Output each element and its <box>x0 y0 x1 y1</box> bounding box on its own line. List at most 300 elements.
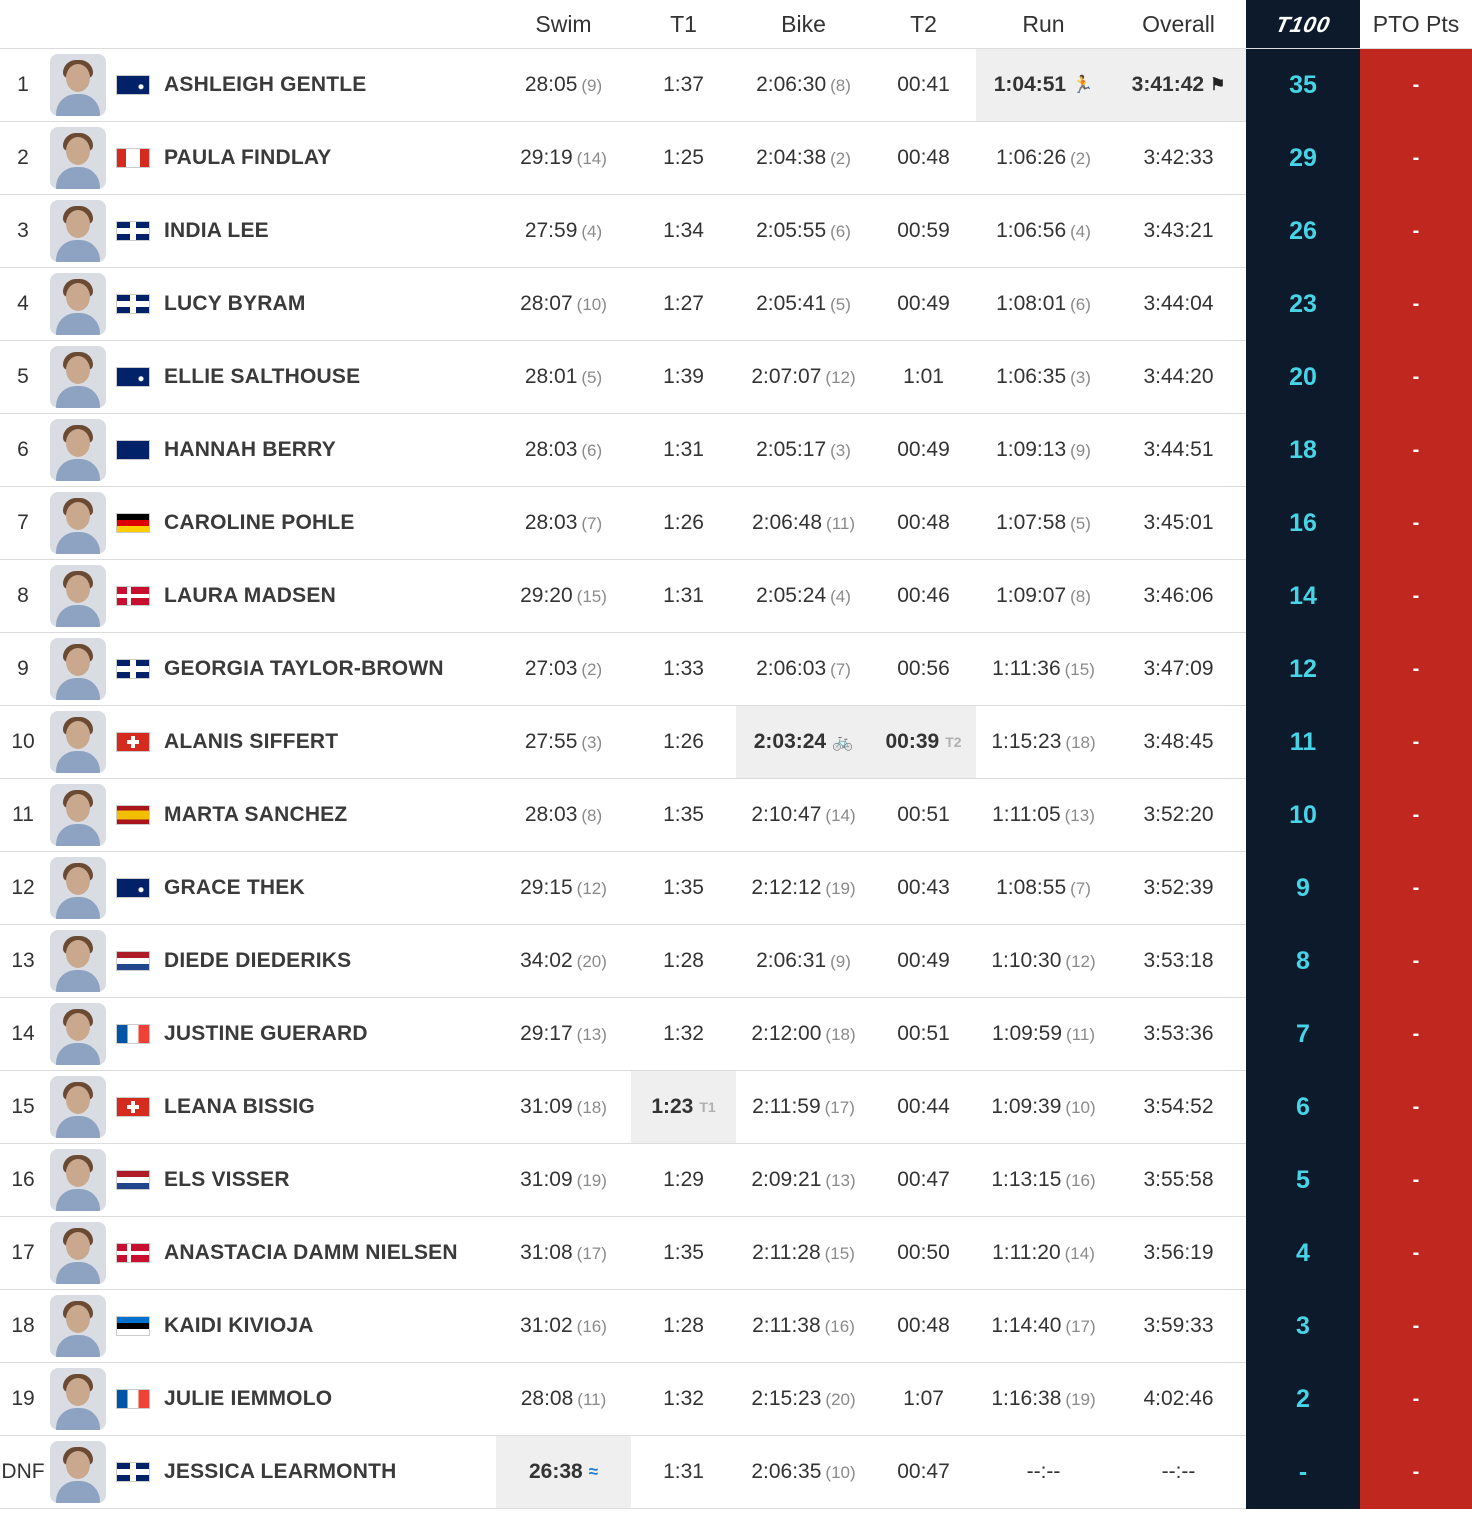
spain-flag-icon <box>116 805 150 825</box>
avatar-body <box>56 94 100 116</box>
bike-time: 2:11:28 <box>752 1241 821 1264</box>
athlete-name[interactable]: GRACE THEK <box>164 852 496 925</box>
canada-flag-icon <box>116 148 150 168</box>
run-time: 1:13:15 <box>991 1168 1062 1191</box>
t2-time-cell <box>871 487 976 560</box>
run-time-cell <box>976 560 1111 633</box>
rank-cell: 11 <box>0 779 46 852</box>
flag-cell <box>116 487 164 560</box>
athlete-name[interactable]: ANASTACIA DAMM NIELSEN <box>164 1217 496 1290</box>
pto-points: - <box>1360 122 1472 195</box>
avatar[interactable] <box>50 200 106 262</box>
t2-time: 00:39 <box>885 730 940 753</box>
bike-time-cell <box>736 706 871 779</box>
avatar-body <box>56 386 100 408</box>
athlete-name[interactable]: ELLIE SALTHOUSE <box>164 341 496 414</box>
t100-points: 5 <box>1246 1144 1360 1217</box>
t1-time: 1:34 <box>663 219 704 242</box>
athlete-name[interactable]: CAROLINE POHLE <box>164 487 496 560</box>
pto-points: - <box>1360 414 1472 487</box>
bike-time: 2:06:31 <box>756 949 827 972</box>
run-time-cell <box>976 706 1111 779</box>
bike-time-cell <box>736 122 871 195</box>
t2-time-cell <box>871 414 976 487</box>
table-row[interactable] <box>0 633 1472 706</box>
australia-flag-icon <box>116 75 150 95</box>
table-row[interactable] <box>0 998 1472 1071</box>
table-row[interactable] <box>0 487 1472 560</box>
flag-cell <box>116 633 164 706</box>
avatar-head <box>66 648 90 676</box>
run-time-cell <box>976 122 1111 195</box>
pto-points: - <box>1360 633 1472 706</box>
bike-split-rank: (6) <box>830 222 851 241</box>
bike-split-rank: (5) <box>830 295 851 314</box>
t1-time-cell <box>631 487 736 560</box>
t1-time: 1:33 <box>663 657 704 680</box>
run-time: 1:09:59 <box>991 1022 1063 1045</box>
swim-split-rank: (20) <box>576 952 607 971</box>
athlete-photo-cell <box>46 1217 116 1290</box>
run-time: 1:07:58 <box>996 511 1067 534</box>
t100-points: 10 <box>1246 779 1360 852</box>
bike-split-rank: (2) <box>830 149 851 168</box>
swim-split-rank: (19) <box>576 1171 607 1190</box>
flag-cell <box>116 1144 164 1217</box>
swim-split-rank: (12) <box>576 879 607 898</box>
france-flag-icon <box>116 1024 150 1044</box>
avatar[interactable] <box>50 419 106 481</box>
swim-time: 28:07 <box>520 292 573 315</box>
bike-split-rank: (7) <box>830 660 851 679</box>
t2-time: 00:51 <box>897 1022 950 1045</box>
netherlands-flag-icon <box>116 1170 150 1190</box>
t2-best-badge: T2 <box>945 734 962 751</box>
avatar-body <box>56 1481 100 1503</box>
t100-points: 4 <box>1246 1217 1360 1290</box>
swim-time: 29:19 <box>520 146 573 169</box>
bike-time-cell <box>736 1071 871 1144</box>
run-time: 1:09:07 <box>996 584 1067 607</box>
overall-time-cell <box>1111 852 1246 925</box>
table-row[interactable] <box>0 195 1472 268</box>
header-overall[interactable]: Overall <box>1111 0 1246 49</box>
athlete-name[interactable]: ALANIS SIFFERT <box>164 706 496 779</box>
header-photo <box>46 0 116 49</box>
table-row[interactable] <box>0 706 1472 779</box>
overall-time: 3:41:42 <box>1131 73 1205 96</box>
overall-time: 3:44:04 <box>1143 292 1214 315</box>
t1-time: 1:31 <box>663 438 704 461</box>
athlete-name[interactable]: DIEDE DIEDERIKS <box>164 925 496 998</box>
table-row[interactable] <box>0 1290 1472 1363</box>
table-row[interactable] <box>0 560 1472 633</box>
rank-cell: 7 <box>0 487 46 560</box>
swim-time-cell <box>496 414 631 487</box>
avatar[interactable] <box>50 1003 106 1065</box>
run-time-cell <box>976 195 1111 268</box>
header-pto-pts[interactable]: PTO Pts <box>1360 0 1472 49</box>
table-row[interactable] <box>0 852 1472 925</box>
header-swim[interactable]: Swim <box>496 0 631 49</box>
swim-time: 27:03 <box>524 657 578 680</box>
pto-points: - <box>1360 487 1472 560</box>
run-split-rank: (4) <box>1070 222 1091 241</box>
uk-flag-icon <box>116 659 150 679</box>
t2-time: 00:44 <box>897 1095 950 1118</box>
athlete-name[interactable]: INDIA LEE <box>164 195 496 268</box>
t1-time: 1:32 <box>663 1387 704 1410</box>
pto-points: - <box>1360 1144 1472 1217</box>
t1-time-cell <box>631 1217 736 1290</box>
swim-split-rank: (8) <box>581 806 603 825</box>
t1-best-badge: T1 <box>699 1099 716 1116</box>
table-row[interactable] <box>0 49 1472 122</box>
athlete-name[interactable]: LAURA MADSEN <box>164 560 496 633</box>
athlete-photo-cell <box>46 633 116 706</box>
athlete-name[interactable]: MARTA SANCHEZ <box>164 779 496 852</box>
run-time: 1:15:23 <box>991 730 1062 753</box>
athlete-name[interactable]: GEORGIA TAYLOR-BROWN <box>164 633 496 706</box>
athlete-name[interactable]: JULIE IEMMOLO <box>164 1363 496 1436</box>
avatar-body <box>56 1262 100 1284</box>
t1-time: 1:29 <box>663 1168 704 1191</box>
bike-time-cell <box>736 487 871 560</box>
overall-time: 3:44:20 <box>1143 365 1214 388</box>
avatar-head <box>66 1305 90 1333</box>
table-row[interactable] <box>0 341 1472 414</box>
avatar[interactable] <box>50 638 106 700</box>
bike-time-cell <box>736 925 871 998</box>
t1-time: 1:32 <box>663 1022 704 1045</box>
bike-split-rank: (8) <box>830 76 851 95</box>
pto-points: - <box>1360 925 1472 998</box>
flag-cell <box>116 49 164 122</box>
t2-time: 00:49 <box>897 292 950 315</box>
t1-time: 1:31 <box>663 1460 704 1483</box>
pto-points: - <box>1360 560 1472 633</box>
rank-cell: 10 <box>0 706 46 779</box>
avatar[interactable] <box>50 565 106 627</box>
avatar[interactable] <box>50 1076 106 1138</box>
swim-split-rank: (13) <box>576 1025 607 1044</box>
swim-time: 28:08 <box>520 1387 574 1410</box>
avatar[interactable] <box>50 346 106 408</box>
table-row[interactable] <box>0 1144 1472 1217</box>
header-t1[interactable]: T1 <box>631 0 736 49</box>
t2-time: 00:48 <box>897 1314 950 1337</box>
t1-time-cell <box>631 706 736 779</box>
bike-time-cell <box>736 49 871 122</box>
t1-time-cell <box>631 1436 736 1509</box>
table-row[interactable] <box>0 1436 1472 1509</box>
bike-time-cell <box>736 1144 871 1217</box>
pto-points: - <box>1360 779 1472 852</box>
swim-time-cell <box>496 633 631 706</box>
run-time-cell <box>976 1071 1111 1144</box>
overall-time: 4:02:46 <box>1143 1387 1214 1410</box>
athlete-name[interactable]: ASHLEIGH GENTLE <box>164 49 496 122</box>
bike-time: 2:06:03 <box>756 657 827 680</box>
flag-cell <box>116 122 164 195</box>
avatar-head <box>66 867 90 895</box>
overall-time-cell <box>1111 341 1246 414</box>
avatar-body <box>56 1408 100 1430</box>
avatar-body <box>56 1043 100 1065</box>
t1-time-cell <box>631 1144 736 1217</box>
avatar-head <box>66 502 90 530</box>
run-time: 1:08:01 <box>996 292 1067 315</box>
run-split-rank: (7) <box>1070 879 1091 898</box>
pto-points: - <box>1360 195 1472 268</box>
rank-cell: 15 <box>0 1071 46 1144</box>
table-row[interactable] <box>0 1071 1472 1144</box>
flag-cell <box>116 1436 164 1509</box>
rank-cell: 6 <box>0 414 46 487</box>
bike-time: 2:12:00 <box>751 1022 822 1045</box>
swim-time: 26:38 <box>528 1460 583 1483</box>
table-row[interactable] <box>0 414 1472 487</box>
t2-time: 00:59 <box>897 219 950 242</box>
athlete-photo-cell <box>46 1144 116 1217</box>
swim-time-cell <box>496 49 631 122</box>
overall-time: 3:53:36 <box>1143 1022 1214 1045</box>
avatar[interactable] <box>50 273 106 335</box>
denmark-flag-icon <box>116 1243 150 1263</box>
header-t100[interactable] <box>1246 0 1360 49</box>
avatar-body <box>56 1116 100 1138</box>
header-bike[interactable]: Bike <box>736 0 871 49</box>
rank-cell: 5 <box>0 341 46 414</box>
bike-split-rank: (13) <box>825 1171 856 1190</box>
athlete-photo-cell <box>46 195 116 268</box>
t1-time: 1:28 <box>663 1314 704 1337</box>
avatar[interactable] <box>50 857 106 919</box>
bike-time: 2:05:55 <box>756 219 827 242</box>
pto-points: - <box>1360 1071 1472 1144</box>
avatar[interactable] <box>50 784 106 846</box>
bike-time: 2:06:35 <box>751 1460 822 1483</box>
avatar[interactable] <box>50 127 106 189</box>
overall-time: --:-- <box>1161 1460 1196 1483</box>
t2-time: 00:47 <box>897 1460 950 1483</box>
run-time-cell <box>976 487 1111 560</box>
swim-time-cell <box>496 268 631 341</box>
bike-split-rank: (3) <box>830 441 851 460</box>
t100-points: 11 <box>1246 706 1360 779</box>
t2-time: 1:07 <box>903 1387 944 1410</box>
avatar-head <box>66 137 90 165</box>
table-row[interactable] <box>0 122 1472 195</box>
t2-time: 00:49 <box>897 949 950 972</box>
t1-time: 1:26 <box>663 511 704 534</box>
table-row[interactable] <box>0 268 1472 341</box>
swim-time-cell <box>496 341 631 414</box>
header-row <box>0 0 1472 49</box>
flag-cell <box>116 1071 164 1144</box>
run-split-rank: (15) <box>1064 660 1095 679</box>
overall-time: 3:45:01 <box>1143 511 1214 534</box>
avatar-body <box>56 751 100 773</box>
athlete-photo-cell <box>46 852 116 925</box>
overall-time: 3:43:21 <box>1143 219 1214 242</box>
t2-time-cell <box>871 779 976 852</box>
avatar[interactable] <box>50 930 106 992</box>
t100-logo: T100 <box>1273 11 1333 37</box>
swim-time-cell <box>496 1363 631 1436</box>
pto-points: - <box>1360 49 1472 122</box>
bike-time: 2:09:21 <box>751 1168 822 1191</box>
avatar[interactable] <box>50 1222 106 1284</box>
athlete-photo-cell <box>46 1436 116 1509</box>
t1-time-cell <box>631 560 736 633</box>
avatar[interactable] <box>50 54 106 116</box>
run-split-rank: (8) <box>1070 587 1091 606</box>
t1-time: 1:35 <box>663 803 704 826</box>
bike-time: 2:10:47 <box>751 803 822 826</box>
avatar[interactable] <box>50 1149 106 1211</box>
avatar-head <box>66 64 90 92</box>
swim-time: 28:03 <box>524 511 578 534</box>
t1-time-cell <box>631 268 736 341</box>
t100-points: 18 <box>1246 414 1360 487</box>
table-row[interactable] <box>0 1217 1472 1290</box>
flag-cell <box>116 268 164 341</box>
swim-time-cell <box>496 560 631 633</box>
avatar-body <box>56 678 100 700</box>
t1-time-cell <box>631 1071 736 1144</box>
overall-time-cell <box>1111 1217 1246 1290</box>
avatar-head <box>66 1451 90 1479</box>
run-split-rank: (2) <box>1070 149 1091 168</box>
bike-split-rank: (15) <box>824 1244 855 1263</box>
overall-time: 3:52:20 <box>1143 803 1214 826</box>
run-split-rank: (17) <box>1065 1317 1096 1336</box>
flag-cell <box>116 341 164 414</box>
bike-time: 2:15:23 <box>751 1387 822 1410</box>
header-run[interactable]: Run <box>976 0 1111 49</box>
t2-time-cell <box>871 1071 976 1144</box>
table-row[interactable] <box>0 925 1472 998</box>
athlete-name[interactable]: LEANA BISSIG <box>164 1071 496 1144</box>
avatar[interactable] <box>50 1368 106 1430</box>
t2-time-cell <box>871 633 976 706</box>
t1-time-cell <box>631 49 736 122</box>
pto-points: - <box>1360 852 1472 925</box>
t100-points: 9 <box>1246 852 1360 925</box>
denmark-flag-icon <box>116 586 150 606</box>
athlete-name[interactable]: ELS VISSER <box>164 1144 496 1217</box>
avatar-body <box>56 313 100 335</box>
overall-time: 3:54:52 <box>1143 1095 1214 1118</box>
netherlands-flag-icon <box>116 951 150 971</box>
run-split-rank: (10) <box>1065 1098 1096 1117</box>
bike-split-rank: (11) <box>826 514 856 533</box>
run-split-rank: (16) <box>1065 1171 1096 1190</box>
t2-time: 00:43 <box>897 876 950 899</box>
t2-time: 00:51 <box>897 803 950 826</box>
t2-time-cell <box>871 998 976 1071</box>
overall-time-cell <box>1111 706 1246 779</box>
rank-cell: 12 <box>0 852 46 925</box>
bike-time-cell <box>736 1290 871 1363</box>
athlete-photo-cell <box>46 998 116 1071</box>
avatar-body <box>56 1189 100 1211</box>
t1-time-cell <box>631 1363 736 1436</box>
t100-points: 3 <box>1246 1290 1360 1363</box>
run-time-cell <box>976 1144 1111 1217</box>
avatar-body <box>56 240 100 262</box>
overall-time-cell <box>1111 195 1246 268</box>
overall-time: 3:55:58 <box>1143 1168 1214 1191</box>
swim-time: 31:02 <box>520 1314 573 1337</box>
t2-time: 00:48 <box>897 146 950 169</box>
athlete-name[interactable]: HANNAH BERRY <box>164 414 496 487</box>
t2-time-cell <box>871 49 976 122</box>
germany-flag-icon <box>116 513 150 533</box>
bike-time-cell <box>736 779 871 852</box>
flag-cell <box>116 1217 164 1290</box>
run-split-rank: (11) <box>1066 1025 1096 1044</box>
bike-time: 2:03:24 <box>753 730 827 753</box>
athlete-name[interactable]: LUCY BYRAM <box>164 268 496 341</box>
t1-time-cell <box>631 998 736 1071</box>
athlete-name[interactable]: KAIDI KIVIOJA <box>164 1290 496 1363</box>
bike-time-cell <box>736 852 871 925</box>
flag-cell <box>116 1363 164 1436</box>
run-time: 1:11:05 <box>992 803 1061 826</box>
avatar-head <box>66 575 90 603</box>
header-rank <box>0 0 46 49</box>
bike-split-rank: (14) <box>825 806 856 825</box>
swim-time: 31:08 <box>520 1241 573 1264</box>
run-time: 1:06:26 <box>996 146 1067 169</box>
flag-cell <box>116 1290 164 1363</box>
avatar[interactable] <box>50 711 106 773</box>
t1-time: 1:31 <box>663 584 704 607</box>
bike-time-cell <box>736 560 871 633</box>
swim-time: 27:59 <box>524 219 578 242</box>
t1-time: 1:35 <box>663 876 704 899</box>
overall-time-cell <box>1111 925 1246 998</box>
t2-time-cell <box>871 1363 976 1436</box>
pto-points: - <box>1360 1363 1472 1436</box>
t1-time: 1:28 <box>663 949 704 972</box>
t100-points: 29 <box>1246 122 1360 195</box>
pto-points: - <box>1360 1290 1472 1363</box>
swim-time-cell <box>496 779 631 852</box>
table-row[interactable] <box>0 1363 1472 1436</box>
run-split-rank: (5) <box>1070 514 1091 533</box>
athlete-name[interactable]: JESSICA LEARMONTH <box>164 1436 496 1509</box>
bike-time: 2:11:59 <box>752 1095 821 1118</box>
athlete-name[interactable]: PAULA FINDLAY <box>164 122 496 195</box>
t100-points: 16 <box>1246 487 1360 560</box>
avatar[interactable] <box>50 1441 106 1503</box>
avatar-body <box>56 605 100 627</box>
overall-time-cell <box>1111 1363 1246 1436</box>
athlete-name[interactable]: JUSTINE GUERARD <box>164 998 496 1071</box>
swim-split-rank: (9) <box>581 76 603 95</box>
avatar[interactable] <box>50 1295 106 1357</box>
avatar[interactable] <box>50 492 106 554</box>
overall-time: 3:53:18 <box>1143 949 1214 972</box>
table-row[interactable] <box>0 779 1472 852</box>
athlete-photo-cell <box>46 414 116 487</box>
swim-time: 28:03 <box>524 438 578 461</box>
header-t2[interactable]: T2 <box>871 0 976 49</box>
flag-cell <box>116 414 164 487</box>
